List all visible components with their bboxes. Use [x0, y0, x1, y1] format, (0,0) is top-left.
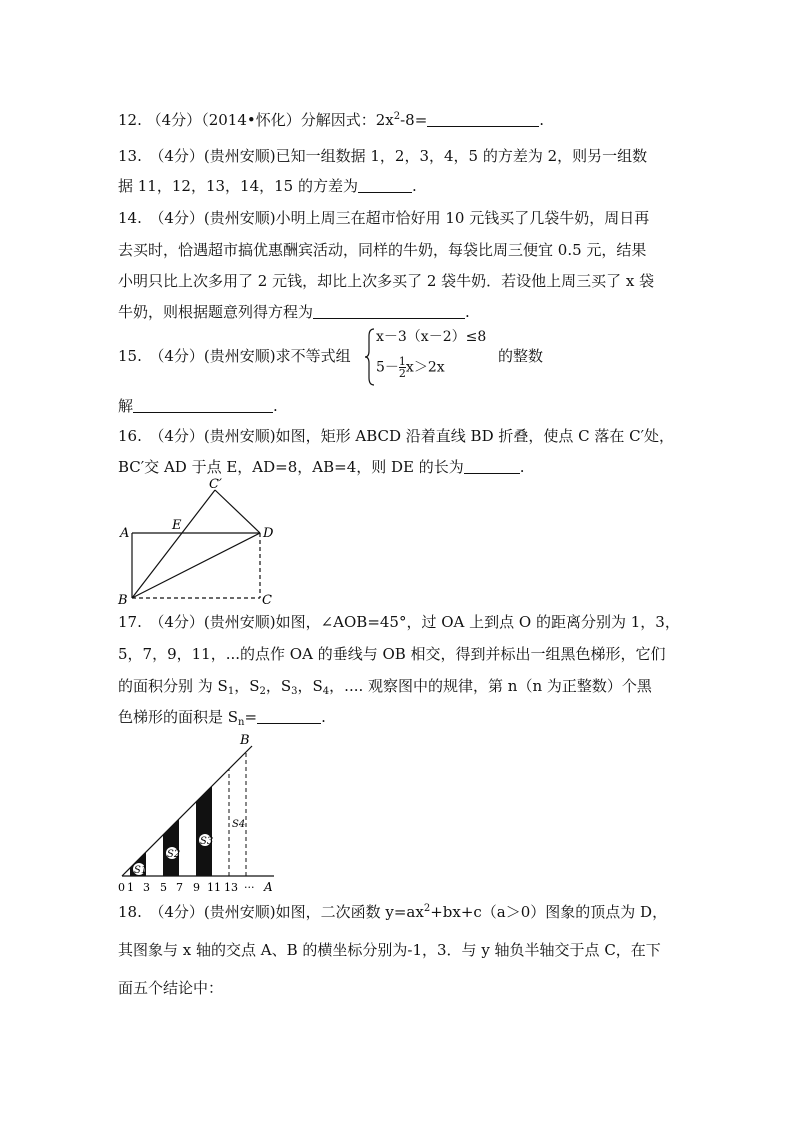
q18-l1-a: 18. （4分）(贵州安顺)如图，二次函数 y=ax [118, 903, 424, 921]
q17-answer-blank[interactable] [257, 709, 321, 724]
q15-inequality-1: x－3（x－2）≤8 [376, 329, 487, 345]
q17-l4-sub: n [238, 717, 245, 728]
q17-l4-a: 色梯形的面积是 S [118, 708, 239, 726]
q13-end: . [411, 177, 417, 195]
q18-line-2: 其图象与 x 轴的交点 A、B 的横坐标分别为-1，3．与 y 轴负半轴交于点 C，在下 [118, 941, 661, 959]
q16-label-c: C [262, 593, 272, 608]
q12-score: （4分） [146, 111, 202, 129]
q12-after: -8= [400, 111, 428, 129]
q18-line-3: 面五个结论中： [118, 979, 224, 997]
q16-end: . [519, 458, 525, 476]
q17-line-2: 5，7，9，11，...的点作 OA 的垂线与 OB 相交，得到并标出一组黑色梯形，它们 [118, 645, 666, 663]
q17-label-s4: S4 [232, 819, 246, 830]
q17-tick-11: 11 [207, 881, 221, 894]
q17-tick-3: 3 [143, 881, 150, 894]
q13-text: 据 11，12，13，14，15 的方差为 [118, 177, 358, 195]
q17-label-a: A [264, 880, 273, 894]
q14-answer-blank[interactable] [313, 304, 465, 319]
q12-line [118, 110, 544, 130]
q12-source: （2014•怀化） [201, 111, 301, 129]
q17-sub-4: 4 [322, 686, 330, 697]
q17-l3-b: ，S [234, 677, 260, 695]
q17-tick-9: 9 [193, 881, 200, 894]
q17-line-3 [118, 676, 652, 696]
q16-label-e: E [172, 518, 182, 533]
q17-line-1: 17. （4分）(贵州安顺)如图，∠AOB=45°，过 OA 上到点 O 的距离分别为 1，3， [118, 613, 680, 631]
q16-label-a: A [120, 526, 130, 541]
q17-tick-5: 5 [160, 881, 167, 894]
q12-answer-blank[interactable] [427, 112, 539, 127]
q15-answer-blank[interactable] [133, 398, 273, 413]
q14-line-3: 小明只比上次多用了 2 元钱，却比上次多买了 2 袋牛奶．若设他上周三买了 x 袋 [118, 272, 655, 290]
q17-l3-e: ，.... 观察图中的规律，第 n（n 为正整数）个黑 [329, 677, 652, 695]
q17-tick-ellipsis: ··· [244, 881, 255, 894]
q15-frac-num: 1 [398, 355, 406, 368]
q16-label-d: D [263, 526, 274, 541]
q15-ineq2-b: x＞2x [405, 359, 445, 376]
q17-label-s2: S2 [167, 849, 181, 860]
q17-line-4 [118, 707, 326, 727]
q17-tick-7: 7 [176, 881, 183, 894]
q17-tick-1: 1 [127, 881, 134, 894]
q12-exponent: 2 [393, 111, 401, 122]
q18-exponent: 2 [423, 903, 431, 914]
q17-l3-c: ，S [265, 677, 292, 695]
q15-tail: 的整数 [498, 347, 544, 365]
q18-l1-b: +bx+c（a＞0）图象的顶点为 D， [430, 903, 668, 921]
q17-sub-3: 3 [291, 686, 298, 697]
q14-text: 牛奶，则根据题意列得方程为 [118, 303, 314, 321]
q15-lead: 15. （4分）(贵州安顺)求不等式组 [118, 347, 351, 365]
q16-segment-c1d [215, 490, 260, 533]
q16-label-c-prime: C′ [209, 478, 222, 492]
q17-l4-b: = [244, 708, 258, 726]
q16-answer-blank[interactable] [464, 459, 520, 474]
q13-line-1: 13. （4分）(贵州安顺)已知一组数据 1，2，3，4，5 的方差为 2，则另一组数 [118, 147, 648, 165]
q16-line-2 [118, 457, 525, 477]
q14-end: . [465, 303, 470, 321]
q17-label-s1: S1 [134, 865, 148, 876]
q15-text: 解 [118, 397, 134, 415]
q15-inequality-2 [376, 356, 445, 379]
q14-line-2: 去买时，恰遇超市搞优惠酬宾活动，同样的牛奶，每袋比周三便宜 0.5 元，结果 [118, 241, 647, 259]
q14-line-4 [118, 302, 470, 322]
q15-ineq2-a: 5－ [376, 359, 399, 376]
q16-line-1: 16. （4分）(贵州安顺)如图，矩形 ABCD 沿着直线 BD 折叠，使点 C 落在 C′处， [118, 427, 675, 445]
q17-l3-d: ，S [297, 677, 323, 695]
q17-tick-13: 13 [224, 881, 238, 894]
q14-line-1: 14. （4分）(贵州安顺)小明上周三在超市恰好用 10 元钱买了几袋牛奶，周日再 [118, 209, 650, 227]
q17-end: . [321, 708, 326, 726]
q17-l3-a: 的面积分别 为 S [118, 677, 228, 695]
q17-sub-1: 1 [227, 686, 235, 697]
q15-frac-den: 2 [398, 367, 406, 380]
q12-number: 12. [118, 111, 142, 129]
q18-line-1 [118, 902, 667, 922]
q15-fraction [399, 356, 406, 379]
q16-text: BC′交 AD 于点 E，AD=8，AB=4，则 DE 的长为 [118, 458, 464, 476]
brace-icon [364, 328, 376, 386]
q12-end: . [539, 111, 545, 129]
q16-segment-bd [132, 533, 260, 598]
q16-segment-bc1 [132, 490, 215, 598]
q12-text: 分解因式：2x [300, 111, 394, 129]
q16-label-b: B [118, 593, 128, 608]
q17-label-s3: S3 [200, 836, 214, 847]
q15-line-2 [118, 396, 278, 416]
q17-figure [112, 730, 282, 895]
q16-figure [112, 478, 292, 608]
q15-end: . [273, 397, 278, 415]
q17-sub-2: 2 [259, 686, 266, 697]
q17-tick-0: 0 [118, 881, 125, 894]
q17-label-b: B [240, 733, 250, 748]
q13-line-2 [118, 176, 417, 196]
q13-answer-blank[interactable] [358, 178, 412, 193]
